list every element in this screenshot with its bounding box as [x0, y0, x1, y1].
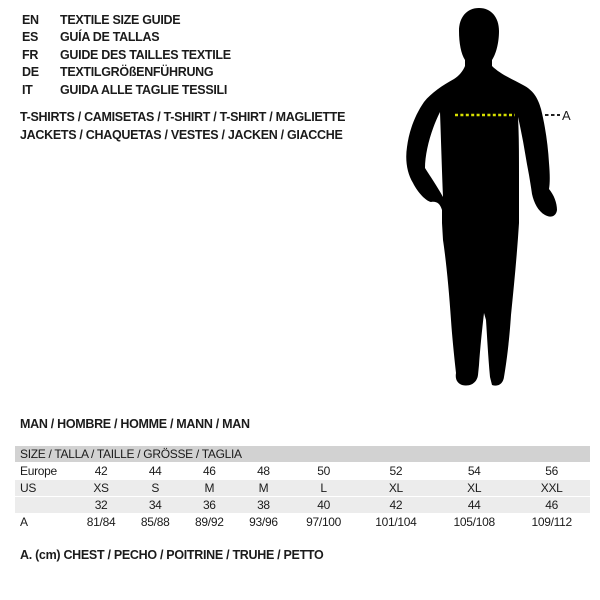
table-cell: 48 — [236, 463, 290, 480]
man-silhouette — [406, 8, 557, 386]
table-cell: XL — [435, 480, 513, 497]
language-title: TEXTILE SIZE GUIDE — [60, 13, 181, 27]
table-cell: M — [182, 480, 236, 497]
table-row — [15, 497, 590, 514]
language-row-en — [22, 12, 231, 29]
language-title: GUÍA DE TALLAS — [60, 30, 160, 45]
table-cell: 46 — [182, 463, 236, 480]
table-cell: XXL — [513, 480, 590, 497]
table-cell: 38 — [236, 497, 290, 514]
man-silhouette-svg — [398, 5, 573, 390]
table-cell: 85/88 — [128, 514, 182, 531]
table-cell: 93/96 — [236, 514, 290, 531]
table-cell: 42 — [357, 497, 435, 514]
table-cell: L — [291, 480, 357, 497]
language-title: GUIDA ALLE TAGLIE TESSILI — [60, 82, 228, 97]
measurement-footnote: A. (cm) CHEST / PECHO / POITRINE / TRUHE / PETTO — [20, 548, 324, 562]
table-cell: XS — [74, 480, 128, 497]
table-cell: 32 — [74, 497, 128, 514]
table-cell: 54 — [435, 463, 513, 480]
table-cell: 56 — [513, 463, 590, 480]
table-cell: 40 — [291, 497, 357, 514]
table-cell: 89/92 — [182, 514, 236, 531]
language-row-fr — [22, 47, 231, 64]
man-silhouette-figure — [398, 5, 573, 390]
table-cell: 44 — [435, 497, 513, 514]
row-label: Europe — [15, 463, 74, 480]
table-cell: 46 — [513, 497, 590, 514]
table-cell: 101/104 — [357, 514, 435, 531]
size-table-header: SIZE / TALLA / TAILLE / GRÖSSE / TAGLIA — [15, 446, 590, 463]
language-code: FR — [22, 47, 39, 62]
language-row-de — [22, 64, 231, 81]
table-cell: 34 — [128, 497, 182, 514]
garment-categories — [20, 108, 345, 144]
row-label: A — [15, 514, 74, 531]
category-line-jackets: JACKETS / CHAQUETAS / VESTES / JACKEN / GIACCHE — [20, 128, 343, 142]
section-title-man: MAN / HOMBRE / HOMME / MANN / MAN — [20, 417, 250, 431]
table-cell: 97/100 — [291, 514, 357, 531]
table-row — [15, 514, 590, 531]
table-row — [15, 480, 590, 497]
table-cell: 52 — [357, 463, 435, 480]
table-cell: M — [236, 480, 290, 497]
table-cell: 109/112 — [513, 514, 590, 531]
row-label — [15, 497, 74, 514]
language-list — [22, 12, 231, 99]
size-table-body — [15, 446, 590, 531]
table-cell: 81/84 — [74, 514, 128, 531]
size-table-header-row — [15, 446, 590, 463]
table-cell: 36 — [182, 497, 236, 514]
language-row-it — [22, 82, 231, 99]
table-cell: XL — [357, 480, 435, 497]
table-cell: 42 — [74, 463, 128, 480]
language-code: IT — [22, 82, 33, 97]
table-cell: S — [128, 480, 182, 497]
table-cell: 44 — [128, 463, 182, 480]
language-title: TEXTILGRÖßENFÜHRUNG — [60, 65, 214, 80]
category-line-tshirts: T-SHIRTS / CAMISETAS / T-SHIRT / T-SHIRT / MAGLIETTE — [20, 110, 346, 124]
measure-label-a: A — [562, 108, 571, 123]
language-title: GUIDE DES TAILLES TEXTILE — [60, 47, 231, 62]
language-row-es — [22, 29, 231, 46]
row-label: US — [15, 480, 74, 497]
size-table — [15, 446, 590, 531]
table-cell: 105/108 — [435, 514, 513, 531]
language-code: DE — [22, 65, 39, 80]
table-row — [15, 463, 590, 480]
table-cell: 50 — [291, 463, 357, 480]
language-code: ES — [22, 30, 39, 45]
language-code: EN — [22, 13, 39, 27]
